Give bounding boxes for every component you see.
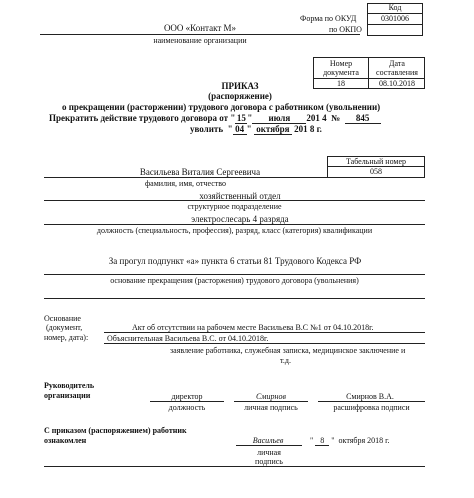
acquaint-label-1: С приказом (распоряжением) работник [44,426,187,435]
head-signature: Смирнов [256,392,286,401]
basis-caption-2: т.д. [280,356,291,365]
order-description: о прекращении (расторжении) трудового договора с работником (увольнении) [62,102,381,112]
head-position: директор [171,392,203,401]
doc-number-header: Номер документа [323,59,359,77]
acquaint-label-2: ознакомлен [44,436,87,445]
employee-department-caption: структурное подразделение [187,202,282,211]
dismiss-label: уволить [190,124,224,134]
org-caption: наименование организации [153,36,247,45]
contract-number: 845 [345,113,381,124]
contract-year-prefix: 201 [306,113,320,123]
dismiss-year: 8 [309,124,315,134]
dismiss-year-prefix: 201 [294,124,308,134]
okud-label: Форма по ОКУД [300,14,357,23]
head-position-caption: должность [168,403,206,412]
dismiss-day: 04 [233,124,247,135]
head-signature-caption: личная подпись [244,403,298,412]
terminate-line: Прекратить действие трудового договора от " 15 " июля 201 4 № 845 [49,113,381,124]
employee-position-caption: должность (специальность, профессия), разряд, класс (категория) квалификации [96,226,373,235]
doc-date-value: 08.10.2018 [379,79,415,88]
acquaint-signature-caption-2: подпись [255,457,283,466]
termination-reason: За прогул подпункт «а» пункта 6 статьи 81 Трудового Кодекса РФ [108,256,362,266]
basis-label-3: номер, дата): [44,333,89,342]
dismiss-month: октября [254,124,292,135]
head-decoding-caption: расшифровка подписи [333,403,410,412]
basis-label-1: Основание [44,314,81,323]
employee-department: хозяйственный отдел [199,191,281,201]
acquaint-year: 2018 г. [367,436,390,445]
basis-label-2: (документ, [46,323,83,332]
tab-number-header: Табельный номер [345,157,407,166]
head-label-1: Руководитель [44,381,95,390]
okpo-label: по ОКПО [329,25,362,34]
acquaint-month: октября [338,436,366,445]
contract-num-label: № [331,113,341,123]
contract-month: июля [252,113,306,124]
acquaint-day: 8 [315,436,329,446]
acquaint-date: " 8 " октября 2018 г. [310,436,390,445]
dismiss-line: уволить " 04 " октября 201 8 г. [190,124,322,134]
head-decoding: Смирнов В.А. [346,392,394,401]
contract-day: 15 [236,113,246,123]
doc-date-header: Дата составления [376,59,418,77]
code-label: Код [388,3,402,12]
dismiss-g: г. [316,124,322,134]
employee-name-caption: фамилия, имя, отчество [145,179,226,188]
order-subtitle: (распоряжение) [208,91,272,101]
order-title: ПРИКАЗ [221,81,259,91]
basis-line-1: Акт об отсутствии на рабочем месте Васильева В.С №1 от 04.10.2018г. [132,323,374,332]
head-label-2: организации [44,391,91,400]
contract-year: 4 [322,113,327,123]
okud-value: 0301006 [381,14,409,23]
employee-position: электрослесарь 4 разряда [191,214,289,224]
acquaint-signature-caption-1: личная [257,448,281,457]
terminate-label: Прекратить действие трудового договора от " [49,113,236,123]
employee-name: Васильева Виталия Сергеевича [139,167,261,177]
tab-number-value: 058 [370,167,382,176]
org-name: ООО «Контакт М» [163,23,237,33]
termination-reason-caption: основание прекращения (расторжения) трудового договора (увольнения) [110,276,359,285]
basis-line-2: Объяснительная Васильева В.С. от 04.10.2018г. [107,334,269,343]
doc-number-value: 18 [337,79,345,88]
basis-caption-1: заявление работника, служебная записка, медицинское заключение и [170,346,406,355]
acquaint-signature: Васильев [252,436,284,445]
